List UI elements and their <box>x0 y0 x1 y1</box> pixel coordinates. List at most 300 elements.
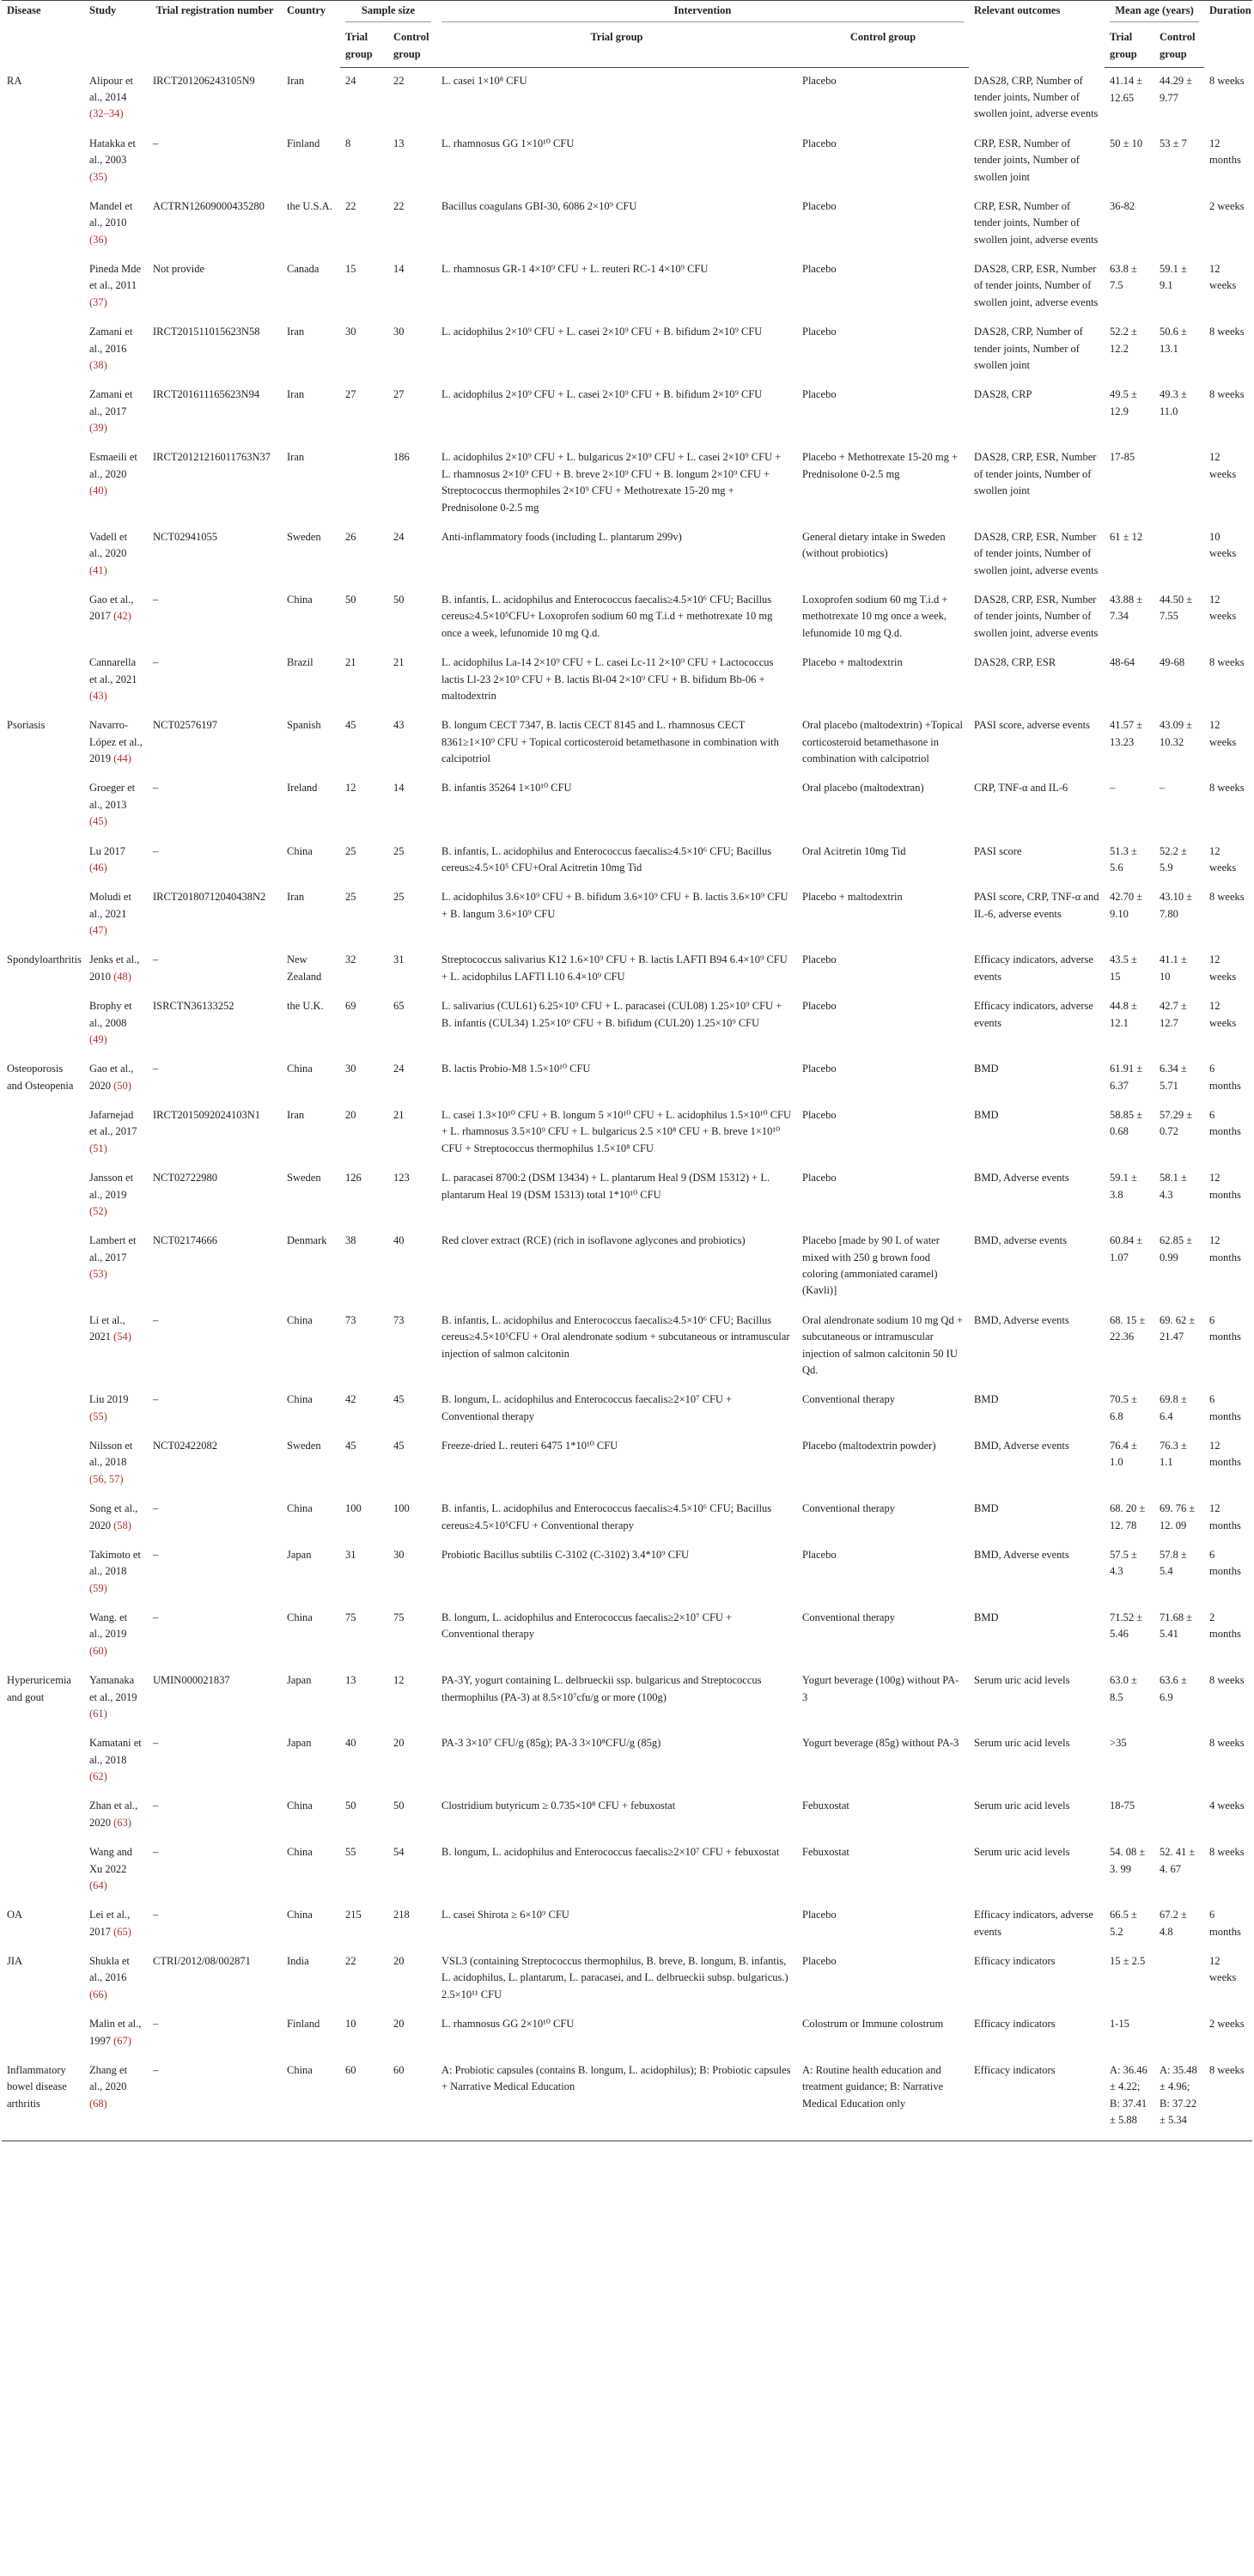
reference-link[interactable]: (55) <box>89 1410 107 1422</box>
cell-age-control: 43.09 ± 10.32 <box>1160 719 1193 748</box>
cell-sample-trial: 60 <box>340 2057 388 2141</box>
table-row <box>2 1056 1252 1102</box>
cell-outcomes: Efficacy indicators <box>974 1955 1056 1967</box>
cell-control-intervention: Placebo <box>802 137 837 149</box>
cell-country: China <box>287 844 313 857</box>
cell-trial-intervention: L. rhamnosus GG 1×10¹⁰ CFU <box>441 137 575 149</box>
cell-age-trial: 70.5 ± 6.8 <box>1110 1393 1137 1422</box>
cell-disease <box>2 587 84 649</box>
table-row <box>2 1605 1252 1667</box>
cell-country: India <box>287 1955 309 1967</box>
reference-link[interactable]: (56, 57) <box>89 1472 124 1485</box>
cell-sample-control: 186 <box>393 451 410 464</box>
reference-link[interactable]: (44) <box>113 752 131 764</box>
cell-sample-trial: 55 <box>345 1846 356 1859</box>
cell-outcomes: BMD, Adverse events <box>974 1313 1069 1326</box>
cell-sample-control: 20 <box>393 1955 405 1967</box>
cell-disease: JIA <box>7 1955 23 1967</box>
study-name: Hatakka et al., 2003 <box>89 137 136 167</box>
cell-study <box>84 193 148 256</box>
cell-trial-intervention: A: Probiotic capsules (contains B. longum, L. acidophilus); B: Probiotic capsules + Narrative Medical Education <box>436 2057 797 2141</box>
cell-sample-control: 45 <box>393 1440 405 1452</box>
cell-study <box>84 2057 148 2141</box>
cell-study <box>84 587 148 649</box>
study-name: Wang and Xu 2022 <box>89 1846 133 1875</box>
cell-study <box>84 2011 148 2057</box>
reference-link[interactable]: (65) <box>113 1925 131 1938</box>
cell-country: Iran <box>287 451 305 464</box>
cell-sample-trial: 100 <box>345 1502 362 1515</box>
cell-age-control <box>1154 1730 1204 1793</box>
cell-trial-intervention: B. infantis 35264 1×10¹⁰ CFU <box>441 782 572 795</box>
cell-duration: 4 weeks <box>1209 1800 1245 1812</box>
cell-age-control: 52. 41 ± 4. 67 <box>1160 1846 1196 1875</box>
cell-outcomes: DAS28, CRP, ESR, Number of tender joints, Number of swollen joint <box>974 451 1097 497</box>
cell-study <box>84 775 148 837</box>
reference-link[interactable]: (58) <box>113 1519 131 1532</box>
cell-trial-intervention: Anti-inflammatory foods (including L. plantarum 299v) <box>441 530 682 543</box>
cell-sample-control: 22 <box>393 75 405 88</box>
cell-outcomes: DAS28, CRP, ESR <box>974 656 1056 669</box>
cell-sample-trial: 40 <box>345 1737 356 1750</box>
cell-age-trial: 49.5 ± 12.9 <box>1110 388 1137 417</box>
cell-disease <box>2 1605 84 1667</box>
cell-disease <box>2 649 84 712</box>
cell-study <box>84 1056 148 1102</box>
cell-control-intervention: Placebo <box>802 75 837 88</box>
cell-sample-trial: 22 <box>345 1955 356 1967</box>
reference-link[interactable]: (41) <box>89 563 107 576</box>
table-row <box>2 884 1252 947</box>
reference-link[interactable]: (42) <box>113 610 131 623</box>
study-name: Jafarnejad et al., 2017 <box>89 1109 137 1138</box>
cell-duration: 12 months <box>1209 1502 1241 1532</box>
cell-disease <box>2 193 84 256</box>
cell-country: China <box>287 594 313 606</box>
cell-age-trial: 41.14 ± 12.65 <box>1110 75 1143 104</box>
cell-sample-trial: 20 <box>345 1109 356 1121</box>
cell-age-trial: >35 <box>1110 1737 1127 1750</box>
cell-registration: IRCT20180712040438N2 <box>153 891 266 904</box>
study-name: Alipour et al., 2014 <box>89 74 134 103</box>
cell-age-control: 62.85 ± 0.99 <box>1160 1234 1193 1264</box>
cell-registration: – <box>153 844 159 857</box>
cell-duration: 8 weeks <box>1209 326 1245 338</box>
cell-study <box>84 1102 148 1165</box>
cell-registration: – <box>153 1611 159 1623</box>
cell-registration: – <box>153 1800 159 1812</box>
cell-control-intervention: Placebo [made by 90 L of water mixed with 250 g brown food coloring (ammoniated caramel) (Kavli)] <box>802 1234 940 1297</box>
cell-duration: 8 weeks <box>1209 388 1245 401</box>
table-row <box>2 838 1252 885</box>
reference-link[interactable]: (36) <box>89 233 107 246</box>
reference-link[interactable]: (66) <box>89 1988 107 2001</box>
cell-trial-intervention: L. acidophilus 2×10⁹ CFU + L. casei 2×10⁹ CFU + B. bifidum 2×10⁹ CFU <box>441 326 763 338</box>
study-name: Liu 2019 <box>89 1393 129 1406</box>
cell-country: China <box>287 1063 313 1075</box>
study-name: Lambert et al., 2017 <box>89 1234 137 1264</box>
header-age-trial: Trial group <box>1105 27 1154 67</box>
cell-trial-intervention: L. acidophilus 2×10⁹ CFU + L. bulgaricus 2×10⁹ CFU + L. casei 2×10⁹ CFU + L. rhamnosus 2×10⁹ CFU + B. breve 2×10⁹ CFU + B. longum 2×10⁹ CFU + Streptococcus thermophiles 2×10⁹ CFU + Methotrexate 15-20 mg + Prednisolone 0-2.5 mg <box>441 451 782 514</box>
cell-age-control: 57.8 ± 5.4 <box>1160 1548 1187 1578</box>
cell-duration: 8 weeks <box>1204 2057 1252 2141</box>
cell-trial-intervention: B. infantis, L. acidophilus and Enterococcus faecalis≥4.5×10⁶ CFU; Bacillus cereus≥4.5×10⁵CFU + Oral alendronate sodium + subcutaneous or intramuscular injection of salmon calcitonin <box>441 1313 790 1360</box>
cell-sample-trial: 73 <box>345 1313 356 1326</box>
cell-age-trial: 58.85 ± 0.68 <box>1110 1109 1143 1138</box>
reference-link[interactable]: (38) <box>89 358 107 371</box>
cell-country: Denmark <box>287 1234 327 1247</box>
cell-outcomes: BMD, adverse events <box>974 1234 1067 1247</box>
cell-registration: ACTRN12609000435280 <box>153 199 265 212</box>
cell-sample-trial: 15 <box>345 263 356 275</box>
cell-outcomes: CRP, ESR, Number of tender joints, Number of swollen joint, adverse events <box>974 199 1099 246</box>
cell-sample-trial: 45 <box>345 719 356 732</box>
cell-trial-intervention: Freeze-dried L. reuteri 6475 1*10¹⁰ CFU <box>441 1440 618 1452</box>
cell-age-trial: 44.8 ± 12.1 <box>1110 1000 1137 1029</box>
cell-duration: 6 months <box>1209 1109 1241 1138</box>
cell-trial-intervention: B. longum, L. acidophilus and Enterococcus faecalis≥2×10⁷ CFU + febuxostat <box>441 1846 780 1859</box>
cell-control-intervention: Febuxostat <box>802 1800 849 1812</box>
table-row <box>2 1102 1252 1165</box>
cell-country: New Zealand <box>287 953 322 983</box>
cell-sample-trial: 38 <box>345 1234 356 1247</box>
cell-duration: 8 weeks <box>1209 1846 1245 1859</box>
cell-sample-control: 14 <box>393 782 405 795</box>
study-name: Moludi et al., 2021 <box>89 891 131 920</box>
reference-link[interactable]: (54) <box>113 1331 131 1343</box>
reference-link[interactable]: (59) <box>89 1581 107 1594</box>
cell-sample-control: 50 <box>393 1800 405 1812</box>
header-duration: Duration <box>1204 1 1252 68</box>
cell-disease <box>2 1165 84 1227</box>
cell-trial-intervention: B. infantis, L. acidophilus and Enterococcus faecalis≥4.5×10⁶ CFU; Bacillus cereus≥4.5×10⁵CFU+ Loxoprofen sodium 60 mg T.i.d + methotrexate 10 mg once a week, lefunomide 10 mg Q.d. <box>441 594 773 639</box>
cell-age-control <box>1154 193 1204 256</box>
cell-age-trial: 57.5 ± 4.3 <box>1110 1548 1137 1578</box>
cell-registration: – <box>153 2018 159 2031</box>
study-name: Cannarella et al., 2021 <box>89 656 137 685</box>
reference-link[interactable]: (68) <box>89 2097 107 2110</box>
cell-control-intervention: Loxoprofen sodium 60 mg T.i.d + methotrexate 10 mg once a week, lefunomide 10 mg Q.d. <box>802 594 948 639</box>
reference-link[interactable]: (46) <box>89 861 107 874</box>
cell-registration: – <box>153 782 159 795</box>
reference-link[interactable]: (45) <box>89 815 107 828</box>
cell-control-intervention: Placebo <box>802 263 837 275</box>
cell-outcomes: BMD <box>974 1063 999 1075</box>
cell-sample-control: 13 <box>393 137 405 149</box>
study-name: Li et al., 2021 <box>89 1313 125 1343</box>
cell-control-intervention: Placebo <box>802 1172 837 1184</box>
cell-registration: NCT02422082 <box>153 1440 217 1452</box>
cell-outcomes: DAS28, CRP, Number of tender joints, Number of swollen joint, adverse events <box>974 74 1099 120</box>
cell-age-trial: 68. 15 ± 22.36 <box>1110 1313 1146 1343</box>
cell-duration: 12 months <box>1209 1172 1241 1201</box>
cell-country: Ireland <box>287 782 318 795</box>
cell-sample-control: 31 <box>393 953 405 966</box>
study-name: Gao et al., 2020 <box>89 1063 134 1092</box>
cell-control-intervention: Placebo <box>802 953 837 966</box>
reference-link[interactable]: (62) <box>89 1770 107 1782</box>
reference-link[interactable]: (37) <box>89 295 107 308</box>
cell-age-control: 49.3 ± 11.0 <box>1160 388 1187 417</box>
cell-sample-control: 40 <box>393 1234 405 1247</box>
cell-registration: NCT02722980 <box>153 1172 217 1184</box>
cell-registration: – <box>153 1737 159 1750</box>
cell-outcomes: Efficacy indicators <box>969 2057 1105 2141</box>
study-name: Pineda Mde et al., 2011 <box>89 263 142 292</box>
table-row <box>2 1542 1252 1605</box>
reference-link[interactable]: (67) <box>113 2034 131 2047</box>
cell-disease <box>2 1542 84 1605</box>
cell-study <box>84 1839 148 1902</box>
studies-table <box>2 0 1252 2141</box>
study-name: Lei et al., 2017 <box>89 1909 131 1938</box>
cell-age-control <box>1154 1948 1204 2011</box>
table-row <box>2 1495 1252 1542</box>
cell-sample-control: 54 <box>393 1846 405 1859</box>
cell-age-trial: 76.4 ± 1.0 <box>1110 1440 1137 1469</box>
reference-link[interactable]: (35) <box>89 170 107 183</box>
cell-age-trial: 52.2 ± 12.2 <box>1110 326 1137 355</box>
header-intervention: Intervention <box>436 1 969 27</box>
reference-link[interactable]: (39) <box>89 422 107 434</box>
cell-outcomes: BMD, Adverse events <box>974 1548 1069 1561</box>
study-name: Vadell et al., 2020 <box>89 530 128 560</box>
cell-sample-control: 30 <box>393 326 405 338</box>
study-name: Jenks et al., 2010 <box>89 953 140 983</box>
cell-age-control: 57.29 ± 0.72 <box>1160 1109 1193 1138</box>
cell-age-trial: 36-82 <box>1110 199 1135 212</box>
cell-sample-trial: 8 <box>345 137 351 149</box>
cell-sample-trial: 12 <box>345 782 356 795</box>
table-row <box>2 381 1252 444</box>
cell-sample-control: 14 <box>393 263 405 275</box>
cell-age-trial: A: 36.46 ± 4.22; B: 37.41 ± 5.88 <box>1105 2057 1154 2141</box>
cell-sample-trial: 32 <box>345 953 356 966</box>
cell-duration: 6 months <box>1209 1313 1241 1343</box>
header-disease: Disease <box>2 1 84 68</box>
cell-sample-trial: 30 <box>345 326 356 338</box>
cell-sample-trial: 69 <box>345 1000 356 1013</box>
cell-control-intervention: Febuxostat <box>802 1846 849 1859</box>
cell-outcomes: BMD, Adverse events <box>974 1172 1069 1184</box>
cell-control-intervention: Placebo <box>802 1000 837 1013</box>
cell-age-control: 52.2 ± 5.9 <box>1160 844 1187 874</box>
cell-disease <box>2 1307 84 1387</box>
cell-study <box>84 884 148 947</box>
cell-outcomes: Serum uric acid levels <box>974 1846 1070 1859</box>
cell-sample-control: 50 <box>393 594 405 606</box>
cell-country: China <box>287 1313 313 1326</box>
cell-duration: 2 months <box>1209 1611 1241 1641</box>
table-row <box>2 524 1252 587</box>
cell-control-intervention: Yogurt beverage (85g) without PA-3 <box>802 1737 959 1750</box>
cell-outcomes: DAS28, CRP, ESR, Number of tender joints, Number of swollen joint, adverse events <box>974 594 1099 639</box>
cell-trial-intervention: L. acidophilus La-14 2×10⁹ CFU + L. casei Lc-11 2×10⁹ CFU + Lactococcus lactis Ll-23 2×10⁹ CFU + B. lactis Bl-04 2×10⁹ CFU + B. bifidum Bb-06 + maltodextrin <box>441 656 774 702</box>
cell-country: the U.S.A. <box>287 199 332 212</box>
table-row <box>2 993 1252 1056</box>
cell-country: Sweden <box>287 1172 321 1184</box>
cell-age-control <box>1154 444 1204 524</box>
reference-link[interactable]: (43) <box>89 689 107 702</box>
cell-duration: 12 weeks <box>1209 1955 1237 1984</box>
cell-control-intervention: Oral alendronate sodium 10 mg Qd + subcutaneous or intramuscular injection of salmon calcitonin 50 IU Qd. <box>802 1313 963 1376</box>
cell-disease: Inflammatory bowel disease arthritis <box>2 2057 84 2141</box>
cell-duration: 6 months <box>1209 1063 1241 1092</box>
cell-study <box>84 1165 148 1227</box>
cell-country: Iran <box>287 74 305 87</box>
cell-registration: NCT02174666 <box>153 1234 217 1247</box>
cell-duration: 8 weeks <box>1209 74 1245 87</box>
cell-country: Iran <box>287 1109 305 1121</box>
reference-link[interactable]: (52) <box>89 1204 107 1217</box>
cell-country: China <box>287 1393 313 1406</box>
cell-country: China <box>287 1909 313 1921</box>
cell-control-intervention: Placebo <box>802 1548 837 1561</box>
reference-link[interactable]: (48) <box>113 970 131 983</box>
cell-age-control: 71.68 ± 5.41 <box>1160 1611 1193 1641</box>
cell-sample-control: 25 <box>393 844 405 857</box>
cell-sample-control: 30 <box>393 1548 405 1561</box>
cell-outcomes: Serum uric acid levels <box>974 1800 1070 1812</box>
cell-outcomes: CRP, TNF-α and IL-6 <box>974 782 1068 795</box>
cell-outcomes: DAS28, CRP, Number of tender joints, Number of swollen joint <box>974 326 1083 371</box>
cell-control-intervention: Placebo + maltodextrin <box>802 891 903 904</box>
table-row <box>2 1386 1252 1433</box>
study-name: Zhan et al., 2020 <box>89 1800 138 1829</box>
cell-trial-intervention: Streptococcus salivarius K12 1.6×10⁹ CFU + B. lactis LAFTI B94 6.4×10⁹ CFU + L. acidophilus LAFTI L10 6.4×10⁹ CFU <box>441 953 788 983</box>
reference-link[interactable]: (53) <box>89 1268 107 1280</box>
header-trial-registration: Trial registration number <box>148 1 282 68</box>
cell-age-trial: 41.57 ± 13.23 <box>1110 719 1143 748</box>
cell-outcomes: PASI score <box>974 844 1022 857</box>
study-name: Mandel et al., 2010 <box>89 199 133 229</box>
header-study: Study <box>84 1 148 68</box>
reference-link[interactable]: (61) <box>89 1707 107 1720</box>
cell-disease <box>2 1495 84 1542</box>
cell-disease <box>2 1386 84 1433</box>
cell-country: Japan <box>287 1737 312 1750</box>
table-row <box>2 1667 1252 1730</box>
cell-sample-control: 100 <box>393 1502 410 1515</box>
cell-registration: IRCT201206243105N9 <box>153 74 255 87</box>
header-sample-control: Control group <box>388 27 436 67</box>
cell-age-trial: 42.70 ± 9.10 <box>1110 891 1143 920</box>
cell-control-intervention: Oral placebo (maltodextrin) +Topical corticosteroid betamethasone in combination with calcipotriol <box>802 719 964 764</box>
reference-link[interactable]: (51) <box>89 1142 107 1154</box>
reference-link[interactable]: (50) <box>113 1079 131 1092</box>
cell-age-trial: 18-75 <box>1110 1800 1135 1812</box>
reference-link[interactable]: (47) <box>89 924 107 936</box>
reference-link[interactable]: (64) <box>89 1879 107 1891</box>
cell-country: China <box>287 1502 313 1515</box>
study-name: Nilsson et al., 2018 <box>89 1440 133 1469</box>
cell-sample-control: 65 <box>393 1000 405 1013</box>
cell-control-intervention: Oral placebo (maltodextran) <box>802 782 924 795</box>
cell-registration: IRCT201611165623N94 <box>153 388 260 401</box>
cell-country: Canada <box>287 263 320 275</box>
table-row <box>2 775 1252 837</box>
cell-sample-control: 21 <box>393 1109 405 1121</box>
cell-registration: – <box>153 1063 159 1075</box>
cell-disease: Psoriasis <box>7 719 46 732</box>
cell-age-control: 63.6 ± 6.9 <box>1160 1674 1187 1703</box>
cell-disease: Hyperuricemia and gout <box>7 1674 71 1703</box>
reference-link[interactable]: (63) <box>113 1816 131 1829</box>
cell-age-control: 67.2 ± 4.8 <box>1160 1909 1187 1938</box>
cell-trial-intervention: PA-3 3×10⁷ CFU/g (85g); PA-3 3×10⁸CFU/g (85g) <box>441 1737 661 1750</box>
table-row <box>2 1227 1252 1307</box>
cell-outcomes: PASI score, CRP, TNF-α and IL-6, adverse events <box>974 891 1099 920</box>
table-row <box>2 1839 1252 1902</box>
cell-disease <box>2 1227 84 1307</box>
study-name: Wang. et al., 2019 <box>89 1611 128 1641</box>
cell-age-control: 6.34 ± 5.71 <box>1160 1063 1187 1092</box>
cell-registration: IRCT2015092024103N1 <box>153 1109 260 1121</box>
cell-control-intervention: Oral Acitretin 10mg Tid <box>802 844 906 857</box>
cell-trial-intervention: L. salivarius (CUL61) 6.25×10⁹ CFU + L. paracasei (CUL08) 1.25×10⁹ CFU + B. infantis (CUL34) 1.25×10⁹ CFU + B. bifidum (CUL20) 1.25×10⁹ CFU <box>441 1000 782 1029</box>
study-name: Esmaeili et al., 2020 <box>89 451 137 480</box>
cell-study <box>84 1495 148 1542</box>
cell-study <box>84 1948 148 2011</box>
cell-trial-intervention: B. longum, L. acidophilus and Enterococcus faecalis≥2×10⁷ CFU + Conventional therapy <box>441 1611 733 1641</box>
cell-sample-control: 22 <box>393 199 405 212</box>
cell-study <box>84 524 148 587</box>
cell-sample-trial: 13 <box>345 1674 356 1687</box>
table-row <box>2 131 1252 193</box>
cell-duration: 12 weeks <box>1209 844 1237 874</box>
reference-link[interactable]: (40) <box>89 484 107 497</box>
cell-age-trial: 48-64 <box>1110 656 1135 669</box>
cell-outcomes: Serum uric acid levels <box>974 1737 1070 1750</box>
cell-trial-intervention: L. casei Shirota ≥ 6×10⁹ CFU <box>441 1909 569 1921</box>
cell-control-intervention: Conventional therapy <box>802 1502 895 1515</box>
cell-registration: Not provide <box>153 263 205 275</box>
cell-trial-intervention: B. longum, L. acidophilus and Enterococcus faecalis≥2×10⁷ CFU + Conventional therapy <box>441 1393 733 1422</box>
cell-age-control: 69.8 ± 6.4 <box>1160 1393 1187 1422</box>
cell-study <box>84 68 148 131</box>
cell-age-control: 44.29 ± 9.77 <box>1160 75 1193 104</box>
cell-registration: IRCT20121216011763N37 <box>153 451 271 464</box>
table-row <box>2 1433 1252 1495</box>
cell-country: Sweden <box>287 1440 321 1452</box>
cell-age-control: 53 ± 7 <box>1160 137 1187 149</box>
cell-study <box>84 1730 148 1793</box>
cell-trial-intervention: Red clover extract (RCE) (rich in isoflavone aglycones and probiotics) <box>441 1234 746 1247</box>
cell-disease: RA <box>7 74 22 87</box>
cell-registration: NCT02576197 <box>153 719 217 732</box>
cell-sample-control: 20 <box>393 1737 405 1750</box>
cell-country: Sweden <box>287 530 321 543</box>
cell-age-trial: 59.1 ± 3.8 <box>1110 1172 1137 1201</box>
table-row <box>2 1948 1252 2011</box>
cell-control-intervention: Yogurt beverage (100g) without PA-3 <box>802 1674 959 1703</box>
reference-link[interactable]: (60) <box>89 1644 107 1657</box>
cell-disease <box>2 1793 84 1839</box>
cell-country: China <box>287 1800 313 1812</box>
cell-age-control: 41.1 ± 10 <box>1160 953 1187 983</box>
reference-link[interactable]: (32–34) <box>89 107 124 120</box>
cell-sample-trial: 50 <box>345 594 356 606</box>
cell-age-control: 43.10 ± 7.80 <box>1160 891 1193 920</box>
cell-outcomes: BMD <box>974 1109 999 1121</box>
cell-disease <box>2 1433 84 1495</box>
header-age-control: Control group <box>1154 27 1204 67</box>
cell-age-control: 69. 62 ± 21.47 <box>1160 1313 1196 1343</box>
cell-country: Finland <box>287 137 320 149</box>
reference-link[interactable]: (49) <box>89 1032 107 1045</box>
cell-disease <box>2 131 84 193</box>
cell-age-control <box>1154 1793 1204 1839</box>
